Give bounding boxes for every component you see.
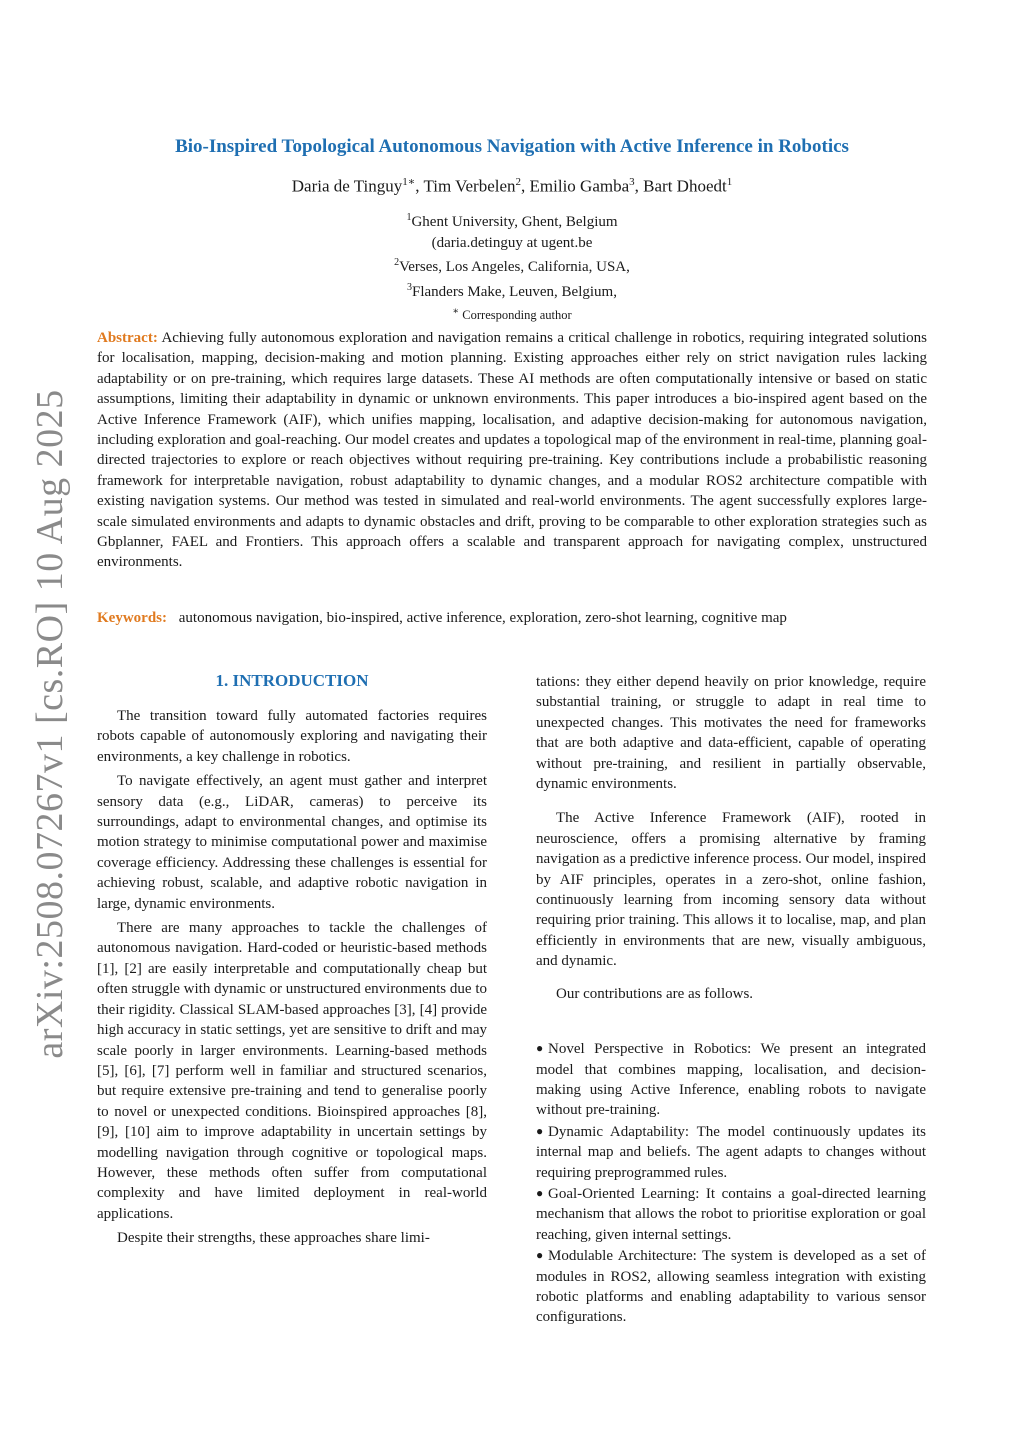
contributions-list	[536, 1038, 926, 1328]
paragraph: Our contributions are as follows.	[556, 985, 754, 1002]
list-item-text: Novel Perspective in Robotics: We present an integrated model that combines mapping, localisation, and decision-making using Active Inference, enabling robots to navigate without pre-training.	[536, 1041, 926, 1119]
affiliation-line	[0, 278, 1024, 303]
list-item-text: Dynamic Adaptability: The model continuously updates its internal map and beliefs. The agent adapts to changes without requiring preprogrammed rules.	[536, 1123, 926, 1181]
right-column	[536, 672, 926, 1328]
list-item-text: Modulable Architecture: The system is developed as a set of modules in ROS2, allowing seamless integration with existing robotic platforms and enabling adaptability to various sensor configurations.	[536, 1248, 926, 1326]
affiliation-email: (daria.detinguy at ugent.be	[431, 234, 593, 251]
author-separator: ,	[634, 176, 644, 196]
paragraph: The Active Inference Framework (AIF), rooted in neuroscience, offers a promising alternative by framing navigation as a predictive inference process. Our model, inspired by AIF principles, operates in a zero-shot, online fashion, continuously learning from incoming sensory data without requiring prior training. This allows it to localise, map, and plan efficiently in environments that are new, visually ambiguous, and dynamic.	[536, 810, 926, 970]
section-heading: 1. INTRODUCTION	[215, 671, 369, 690]
author-name: Emilio Gamba	[529, 176, 630, 196]
corresponding-text: Corresponding author	[462, 308, 572, 323]
paragraph: The transition toward fully automated factories requires robots capable of autonomously exploring and navigating their environments, a key challenge in robotics.	[97, 708, 487, 765]
keywords	[97, 610, 927, 627]
author-affiliation-mark: 3	[629, 176, 635, 188]
affiliation-mark: 1	[406, 212, 412, 223]
bullet-icon: ●	[536, 1185, 544, 1200]
author-affiliation-mark: 1∗	[402, 176, 416, 188]
corresponding-author-note	[0, 302, 1024, 326]
affiliation-line	[0, 208, 1024, 233]
author-name: Daria de Tinguy	[291, 176, 403, 196]
abstract	[97, 328, 927, 573]
paragraph: Despite their strengths, these approaches share limi-	[117, 1230, 430, 1247]
affiliation-text: Flanders Make, Leuven, Belgium,	[412, 283, 617, 300]
author-name: Bart Dhoedt	[643, 176, 727, 196]
affiliation-text: Verses, Los Angeles, California, USA,	[399, 259, 630, 275]
list-item	[536, 1245, 926, 1328]
affiliations	[0, 208, 1024, 326]
left-column	[97, 670, 487, 1253]
author-list	[0, 175, 1024, 197]
arxiv-side-stamp: arXiv:2508.07267v1 [cs.RO] 10 Aug 2025	[29, 389, 71, 1059]
author-affiliation-mark: 1	[726, 176, 733, 188]
affiliation-mark: 2	[394, 257, 400, 268]
paragraph: To navigate effectively, an agent must gather and interpret sensory data (e.g., LiDAR, cameras) to perceive its surroundings, adapt to environmental changes, and optimise its motion strategy to minimise computational power and maximise coverage efficiency. Addressing these challenges is essential for achieving robust, scalable, and adaptive robotic navigation in large, dynamic environments.	[97, 773, 487, 912]
keywords-label: Keywords:	[97, 610, 167, 626]
bullet-icon: ●	[536, 1041, 544, 1056]
affiliation-mark: 3	[407, 281, 413, 293]
keywords-text: autonomous navigation, bio-inspired, active inference, exploration, zero-shot learning, cognitive map	[178, 610, 787, 626]
list-item	[536, 1038, 926, 1121]
abstract-label: Abstract:	[97, 330, 158, 346]
author-separator: ,	[415, 176, 424, 196]
affiliation-text: Ghent University, Ghent, Belgium	[411, 214, 618, 230]
author-separator: ,	[521, 176, 530, 196]
author-affiliation-mark: 2	[515, 176, 522, 188]
list-item-text: Goal-Oriented Learning: It contains a goal-directed learning mechanism that allows the robot to prioritise exploration or goal reaching, given internal settings.	[536, 1185, 926, 1243]
abstract-text: Achieving fully autonomous exploration and navigation remains a critical challenge in robotics, requiring integrated solutions for localisation, mapping, decision-making and motion planning. Existing approaches either rely on strict navigation rules lacking adaptability or on pre-training, which requires large datasets. These AI methods are often computationally intensive or based on static assumptions, limiting their adaptability in dynamic or unknown environments. This paper introduces a bio-inspired agent based on the Active Inference Framework (AIF), which unifies mapping, localisation, and adaptive decision-making for autonomous navigation, including exploration and goal-reaching. Our model creates and updates a topological map of the environment in real-time, planning goal-directed trajectories to explore or reach objectives without requiring pre-training. Key contributions include a probabilistic reasoning framework for interpretable navigation, robust adaptability to dynamic changes, and a modular ROS2 architecture compatible with existing navigation systems. Our method was tested in simulated and real-world environments. The agent successfully explores large-scale simulated environments and adapts to dynamic obstacles and drift, proving to be comparable to other exploration strategies such as Gbplanner, FAEL and Frontiers. This approach offers a scalable and transparent approach for navigating complex, unstructured environments.	[97, 330, 927, 571]
paragraph-continuation: tations: they either depend heavily on prior knowledge, require substantial training, or struggle to adapt in real time to unexpected changes. This motivates the need for frameworks that are both adaptive and data-efficient, capable of operating without pre-training, and resilient in partially observable, dynamic environments.	[536, 674, 926, 793]
bullet-icon: ●	[536, 1123, 544, 1138]
affiliation-line	[0, 253, 1024, 278]
bullet-icon: ●	[536, 1248, 544, 1263]
author-name: Tim Verbelen	[423, 176, 516, 196]
list-item	[536, 1183, 926, 1245]
list-item	[536, 1121, 926, 1183]
paper-title: Bio-Inspired Topological Autonomous Navigation with Active Inference in Robotics	[175, 136, 849, 157]
paragraph: There are many approaches to tackle the challenges of autonomous navigation. Hard-coded or heuristic-based methods [1], [2] are easily interpretable and computationally cheap but often struggle with dynamic or unstructured environments due to their rigidity. Classical SLAM-based approaches [3], [4] provide high accuracy in static settings, yet are sensitive to drift and may scale poorly in larger environments. Learning-based methods [5], [6], [7] perform well in familiar and structured scenarios, but require extensive pre-training and tend to generalise poorly to novel or unexpected conditions. Bioinspired approaches [8], [9], [10] aim to improve adaptability in uncertain settings by modelling navigation through cognitive or topological maps. However, these methods often suffer from computational complexity and have limited deployment in real-world applications.	[97, 920, 487, 1222]
corresponding-mark: ∗	[452, 306, 460, 317]
